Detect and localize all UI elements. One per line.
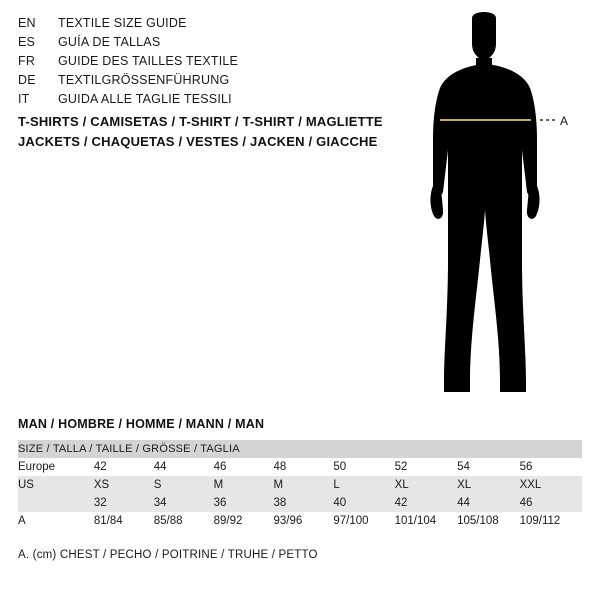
cell: XS (94, 476, 154, 494)
row-label (18, 494, 94, 512)
cell: 85/88 (154, 512, 214, 530)
language-text: GUÍA DE TALLAS (58, 35, 161, 49)
language-text: GUIDA ALLE TAGLIE TESSILI (58, 92, 232, 106)
language-row (18, 73, 378, 92)
cell: 42 (395, 494, 458, 512)
cell: 32 (94, 494, 154, 512)
footnote: A. (cm) CHEST / PECHO / POITRINE / TRUHE / PETTO (18, 549, 318, 561)
cell: 50 (333, 458, 394, 476)
language-code: FR (18, 54, 36, 68)
size-table-wrapper (18, 440, 582, 530)
cell: 81/84 (94, 512, 154, 530)
cell: 44 (154, 458, 214, 476)
measure-label-a: A (560, 114, 569, 128)
row-label: Europe (18, 458, 94, 476)
cell: 38 (273, 494, 333, 512)
cell: XL (457, 476, 520, 494)
cell: 89/92 (214, 512, 274, 530)
size-table (18, 440, 582, 530)
table-row (18, 512, 582, 530)
category-headings (18, 112, 438, 152)
table-row (18, 458, 582, 476)
language-code: IT (18, 92, 30, 106)
cell: 93/96 (273, 512, 333, 530)
cell: 101/104 (395, 512, 458, 530)
cell: 36 (214, 494, 274, 512)
row-label: A (18, 512, 94, 530)
language-row (18, 35, 378, 54)
cell: 40 (333, 494, 394, 512)
cell: 105/108 (457, 512, 520, 530)
table-row (18, 494, 582, 512)
language-code: EN (18, 16, 36, 30)
cell: M (214, 476, 274, 494)
language-code: ES (18, 35, 36, 49)
table-header-row (18, 440, 582, 458)
cell: L (333, 476, 394, 494)
body-figure (400, 10, 600, 410)
table-group-title: MAN / HOMBRE / HOMME / MANN / MAN (18, 417, 265, 431)
language-code: DE (18, 73, 36, 87)
cell: 56 (520, 458, 582, 476)
cell: M (273, 476, 333, 494)
cell: 46 (214, 458, 274, 476)
language-text: TEXTILE SIZE GUIDE (58, 16, 187, 30)
cell: 52 (395, 458, 458, 476)
table-row (18, 476, 582, 494)
cell: S (154, 476, 214, 494)
language-row (18, 92, 378, 111)
cell: 42 (94, 458, 154, 476)
cell: XXL (520, 476, 582, 494)
language-row (18, 54, 378, 73)
cell: 46 (520, 494, 582, 512)
cell: 34 (154, 494, 214, 512)
cell: 97/100 (333, 512, 394, 530)
category-tshirts: T-SHIRTS / CAMISETAS / T-SHIRT / T-SHIRT / MAGLIETTE (18, 114, 383, 129)
category-jackets: JACKETS / CHAQUETAS / VESTES / JACKEN / GIACCHE (18, 134, 378, 149)
male-silhouette-icon (400, 10, 600, 410)
cell: 44 (457, 494, 520, 512)
language-row (18, 16, 378, 35)
cell: XL (395, 476, 458, 494)
cell: 48 (273, 458, 333, 476)
cell: 54 (457, 458, 520, 476)
table-header-label: SIZE / TALLA / TAILLE / GRÖSSE / TAGLIA (18, 440, 582, 458)
language-list (18, 16, 378, 111)
language-text: TEXTILGRÖSSENFÜHRUNG (58, 73, 230, 87)
cell: 109/112 (520, 512, 582, 530)
row-label: US (18, 476, 94, 494)
language-text: GUIDE DES TAILLES TEXTILE (58, 54, 239, 68)
